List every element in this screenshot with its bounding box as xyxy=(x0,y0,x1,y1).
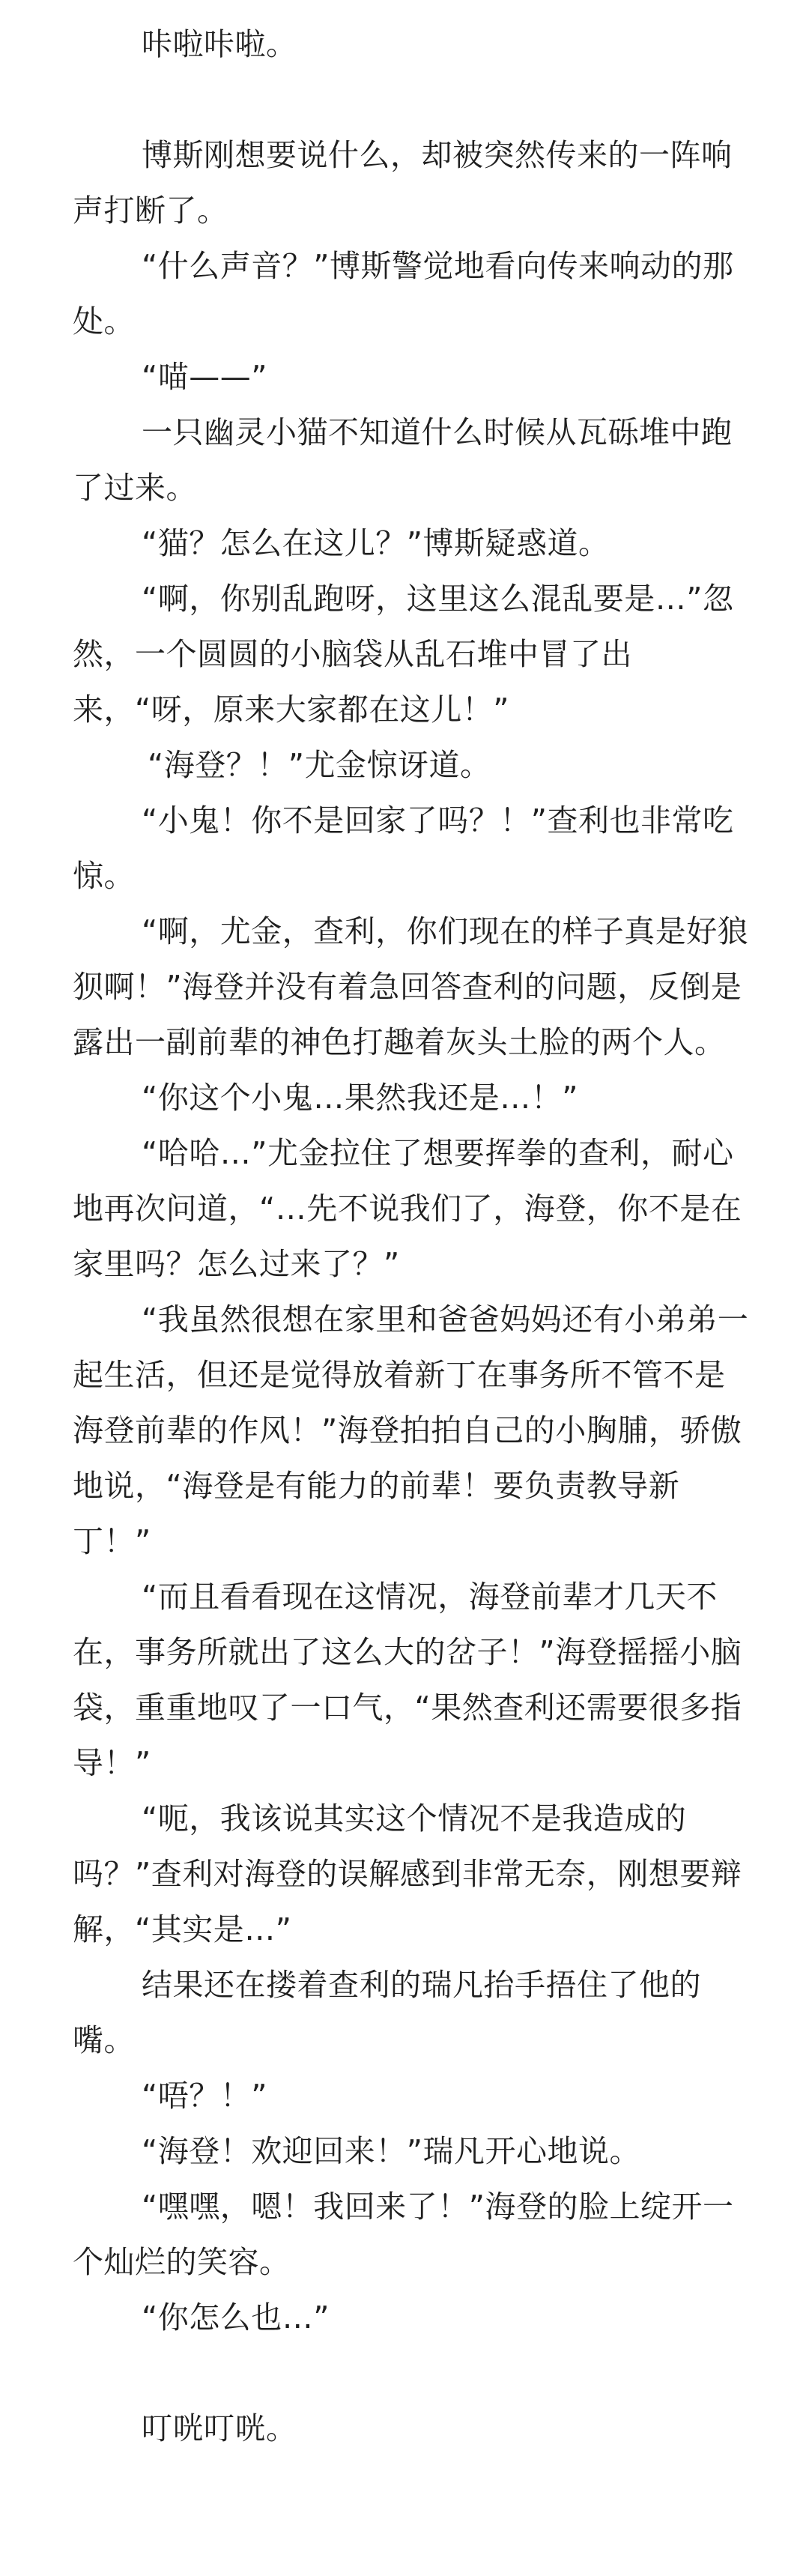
paragraph-7: “猫？怎么在这儿？”博斯疑惑道。 xyxy=(142,525,610,561)
paragraph-18: “唔？！” xyxy=(142,2078,267,2114)
paragraph-5: “喵——” xyxy=(142,359,267,395)
paragraph-4: “什么声音？”博斯警觉地看向传来响动的那处。 xyxy=(73,248,734,339)
paragraph-3: 博斯刚想要说什么，却被突然传来的一阵响声打断了。 xyxy=(73,137,733,229)
paragraph-19: “海登！欢迎回来！”瑞凡开心地说。 xyxy=(142,2133,640,2169)
paragraph-11: “啊，尤金，查利，你们现在的样子真是好狼狈啊！”海登并没有着急回答查利的问题，反倒是露出一副前辈的神色打趣着灰头土脸的两个人。 xyxy=(73,913,749,1060)
paragraph-12: “你这个小鬼…果然我还是…！” xyxy=(142,1080,578,1116)
paragraph-1: 咔啦咔啦。 xyxy=(142,26,297,62)
paragraph-21: “你怎么也…” xyxy=(142,2300,330,2335)
paragraph-gap xyxy=(73,2345,751,2401)
paragraph-13: “哈哈…”尤金拉住了想要挥拳的查利，耐心地再次问道，“…先不说我们了，海登，你不是在家里吗？怎么过来了？” xyxy=(73,1135,742,1282)
paragraph-15: “而且看看现在这情况，海登前辈才几天不在，事务所就出了这么大的岔子！”海登摇摇小脑袋，重重地叹了一口气，“果然查利还需要很多指导！” xyxy=(73,1579,742,1781)
paragraph-10: “小鬼！你不是回家了吗？！”查利也非常吃惊。 xyxy=(73,802,734,894)
paragraph-20: “嘿嘿，嗯！我回来了！”海登的脸上绽开一个灿烂的笑容。 xyxy=(73,2189,734,2280)
paragraph-gap xyxy=(73,72,751,127)
paragraph-8: “啊，你别乱跑呀，这里这么混乱要是…”忽然，一个圆圆的小脑袋从乱石堆中冒了出来，“呀，原来大家都在这儿！” xyxy=(73,581,734,728)
story-text xyxy=(73,16,751,2456)
paragraph-16: “呃，我该说其实这个情况不是我造成的吗？”查利对海登的误解感到非常无奈，刚想要辩解，“其实是…” xyxy=(73,1801,742,1947)
paragraph-14: “我虽然很想在家里和爸爸妈妈还有小弟弟一起生活，但还是觉得放着新丁在事务所不管不是海登前辈的作风！”海登拍拍自己的小胸脯，骄傲地说，“海登是有能力的前辈！要负责教导新丁！” xyxy=(73,1301,749,1559)
paragraph-9: “海登？！”尤金惊讶道。 xyxy=(148,747,491,783)
paragraph-6: 一只幽灵小猫不知道什么时候从瓦砾堆中跑了过来。 xyxy=(73,414,733,506)
paragraph-23: 叮咣叮咣。 xyxy=(142,2410,297,2446)
paragraph-17: 结果还在搂着查利的瑞凡抬手捂住了他的嘴。 xyxy=(73,1967,701,2058)
